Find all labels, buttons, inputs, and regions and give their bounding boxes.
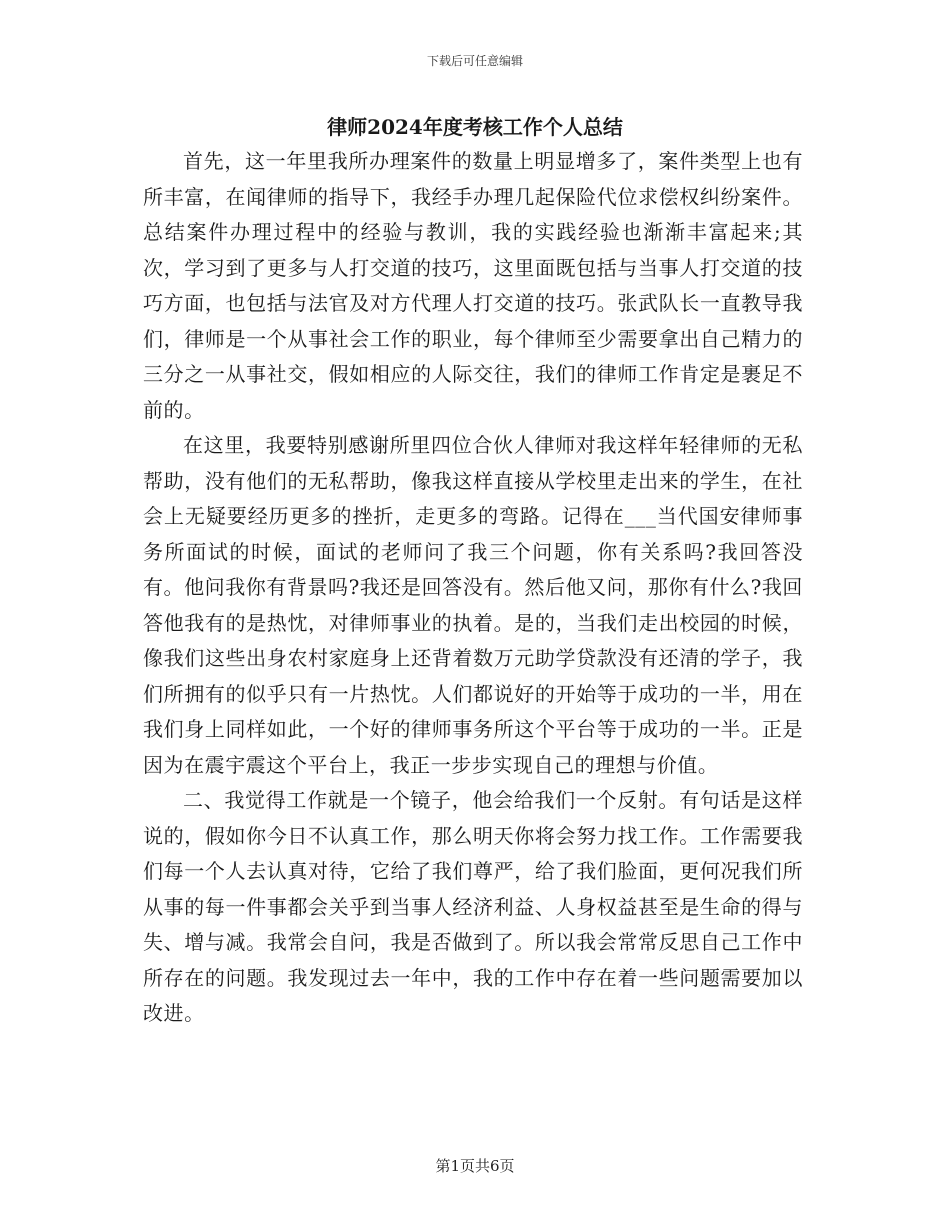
page-header-note: 下载后可任意编辑: [426, 54, 523, 68]
document-title: 律师2024年度考核工作个人总结: [327, 115, 623, 139]
document-body: [143, 144, 803, 1032]
page-number: 第1页共6页: [435, 1157, 515, 1175]
body-paragraph-1: 首先，这一年里我所办理案件的数量上明显增多了，案件类型上也有所丰富，在闻律师的指导下，我经手办理几起保险代位求偿权纠纷案件。总结案件办理过程中的经验与教训，我的实践经验也渐渐丰富起来;其次，学习到了更多与人打交道的技巧，这里面既包括与当事人打交道的技巧方面，也包括与法官及对方代理人打交道的技巧。张武队长一直教导我们，律师是一个从事社会工作的职业，每个律师至少需要拿出自己精力的三分之一从事社交，假如相应的人际交往，我们的律师工作肯定是裹足不前的。: [143, 149, 803, 422]
body-paragraph-3: 二、我觉得工作就是一个镜子，他会给我们一个反射。有句话是这样说的，假如你今日不认真工作，那么明天你将会努力找工作。工作需要我们每一个人去认真对待，它给了我们尊严，给了我们脸面，更何况我们所从事的每一件事都会关乎到当事人经济利益、人身权益甚至是生命的得与失、增与减。我常会自问，我是否做到了。所以我会常常反思自己工作中所存在的问题。我发现过去一年中，我的工作中存在着一些问题需要加以改进。: [143, 788, 803, 1025]
body-paragraph-2: 在这里，我要特别感谢所里四位合伙人律师对我这样年轻律师的无私帮助，没有他们的无私帮助，像我这样直接从学校里走出来的学生，在社会上无疑要经历更多的挫折，走更多的弯路。记得在___当代国安律师事务所面试的时候，面试的老师问了我三个问题，你有关系吗?我回答没有。他问我你有背景吗?我还是回答没有。然后他又问，那你有什么?我回答他我有的是热忱，对律师事业的执着。是的，当我们走出校园的时候，像我们这些出身农村家庭身上还背着数万元助学贷款没有还清的学子，我们所拥有的似乎只有一片热忱。人们都说好的开始等于成功的一半，用在我们身上同样如此，一个好的律师事务所这个平台等于成功的一半。正是因为在震宇震这个平台上，我正一步步实现自己的理想与价值。: [143, 433, 803, 777]
